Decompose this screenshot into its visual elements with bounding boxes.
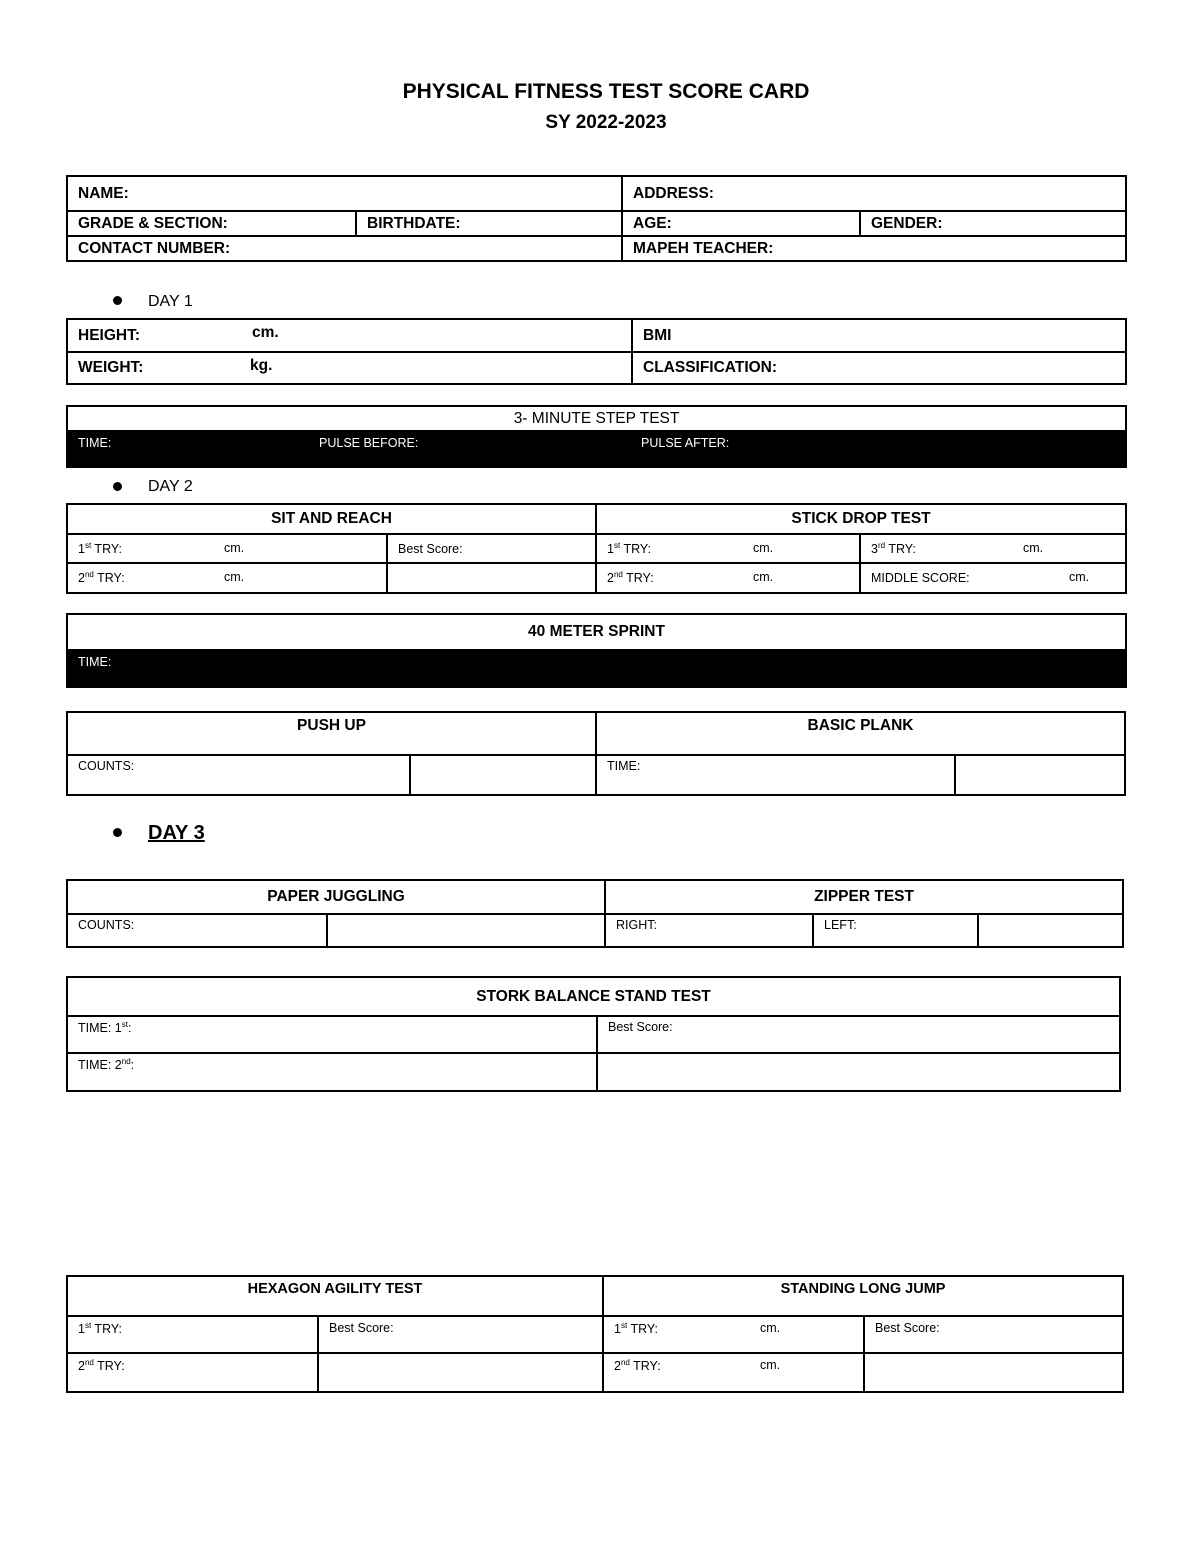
hexagon-try2[interactable]: 2nd TRY: [67,1353,318,1392]
hexagon-title: HEXAGON AGILITY TEST [67,1276,603,1316]
stick-drop-middle-unit: cm. [1069,570,1090,584]
student-info-table [66,175,1127,262]
sit-reach-best[interactable]: Best Score: [387,534,596,563]
zipper-right[interactable]: RIGHT: [605,914,813,947]
long-jump-try1-unit: cm. [760,1321,781,1335]
long-jump-try2[interactable]: 2nd TRY: cm. [603,1353,864,1392]
page-title: PHYSICAL FITNESS TEST SCORE CARD [402,80,810,103]
age-field[interactable]: AGE: [622,211,860,236]
juggling-counts[interactable]: COUNTS: [67,914,327,947]
stick-drop-try2-unit: cm. [753,570,774,584]
stork-time1[interactable]: TIME: 1st: [67,1016,597,1053]
bullet-icon [113,482,122,491]
stork-best-value[interactable] [597,1053,1120,1091]
push-up-title: PUSH UP [67,712,596,755]
paper-juggling-title: PAPER JUGGLING [67,880,605,914]
zipper-test-title: ZIPPER TEST [605,880,1123,914]
stick-drop-try2[interactable]: 2nd TRY: cm. [596,563,860,593]
day1-label: DAY 1 [148,293,193,310]
basic-plank-title: BASIC PLANK [596,712,1125,755]
zipper-left[interactable]: LEFT: [813,914,978,947]
sit-reach-try2-unit: cm. [224,570,245,584]
weight-field[interactable] [67,352,632,384]
stick-drop-try3[interactable]: 3rd TRY: cm. [860,534,1126,563]
birthdate-field[interactable]: BIRTHDATE: [356,211,622,236]
long-jump-try1[interactable]: 1st TRY: cm. [603,1316,864,1353]
bmi-field[interactable]: BMI [632,319,1126,352]
stick-drop-title: STICK DROP TEST [596,504,1126,534]
school-year: SY 2022-2023 [545,112,667,133]
height-unit: cm. [252,324,279,341]
pulse-after-field[interactable]: PULSE AFTER: [630,431,1126,467]
push-up-extra[interactable] [410,755,596,795]
height-field[interactable] [67,319,632,352]
day3-label: DAY 3 [148,822,205,844]
stick-drop-try1-unit: cm. [753,541,774,555]
classification-field[interactable]: CLASSIFICATION: [632,352,1126,384]
bullet-icon [113,296,122,305]
long-jump-try2-unit: cm. [760,1358,781,1372]
long-jump-title: STANDING LONG JUMP [603,1276,1123,1316]
contact-number-field[interactable]: CONTACT NUMBER: [67,236,622,261]
sprint-title: 40 METER SPRINT [67,614,1126,650]
hexagon-try1[interactable]: 1st TRY: [67,1316,318,1353]
mapeh-teacher-field[interactable]: MAPEH TEACHER: [622,236,1126,261]
juggling-extra[interactable] [327,914,605,947]
day2-label: DAY 2 [148,478,193,495]
sit-stick-table [66,503,1127,594]
plank-extra[interactable] [955,755,1125,795]
pulse-before-field[interactable]: PULSE BEFORE: [308,431,630,467]
stork-time2[interactable]: TIME: 2nd: [67,1053,597,1091]
name-field[interactable]: NAME: [67,176,622,211]
plank-time[interactable]: TIME: [596,755,955,795]
weight-label: WEIGHT: [78,359,144,376]
long-jump-best[interactable]: Best Score: [864,1316,1123,1353]
hexagon-best[interactable]: Best Score: [318,1316,603,1353]
hexagon-best-value[interactable] [318,1353,603,1392]
juggling-zipper-table [66,879,1124,948]
sit-reach-try2[interactable]: 2nd TRY: cm. [67,563,387,593]
address-field[interactable]: ADDRESS: [622,176,1126,211]
bullet-icon [113,828,122,837]
stork-table [66,976,1121,1092]
stick-drop-middle[interactable]: MIDDLE SCORE: cm. [860,563,1126,593]
stork-best[interactable]: Best Score: [597,1016,1120,1053]
zipper-extra[interactable] [978,914,1123,947]
step-test-title: 3- MINUTE STEP TEST [67,406,1126,431]
pushup-plank-table [66,711,1126,796]
grade-section-field[interactable]: GRADE & SECTION: [67,211,356,236]
sit-reach-try1[interactable]: 1st TRY: cm. [67,534,387,563]
height-label: HEIGHT: [78,326,140,344]
gender-field[interactable]: GENDER: [860,211,1126,236]
sit-reach-try1-unit: cm. [224,541,245,555]
stick-drop-try3-unit: cm. [1023,541,1044,555]
weight-unit: kg. [250,357,273,374]
sprint-time-field[interactable]: TIME: [67,650,1126,687]
hexagon-longjump-table [66,1275,1124,1393]
long-jump-best-value[interactable] [864,1353,1123,1392]
stick-drop-try1[interactable]: 1st TRY: cm. [596,534,860,563]
push-up-counts[interactable]: COUNTS: [67,755,410,795]
body-measure-table [66,318,1127,385]
sit-reach-best-value[interactable] [387,563,596,593]
step-test-table [66,405,1127,468]
sprint-table [66,613,1127,688]
step-time-field[interactable]: TIME: [67,431,308,467]
sit-reach-title: SIT AND REACH [67,504,596,534]
stork-title: STORK BALANCE STAND TEST [67,977,1120,1016]
